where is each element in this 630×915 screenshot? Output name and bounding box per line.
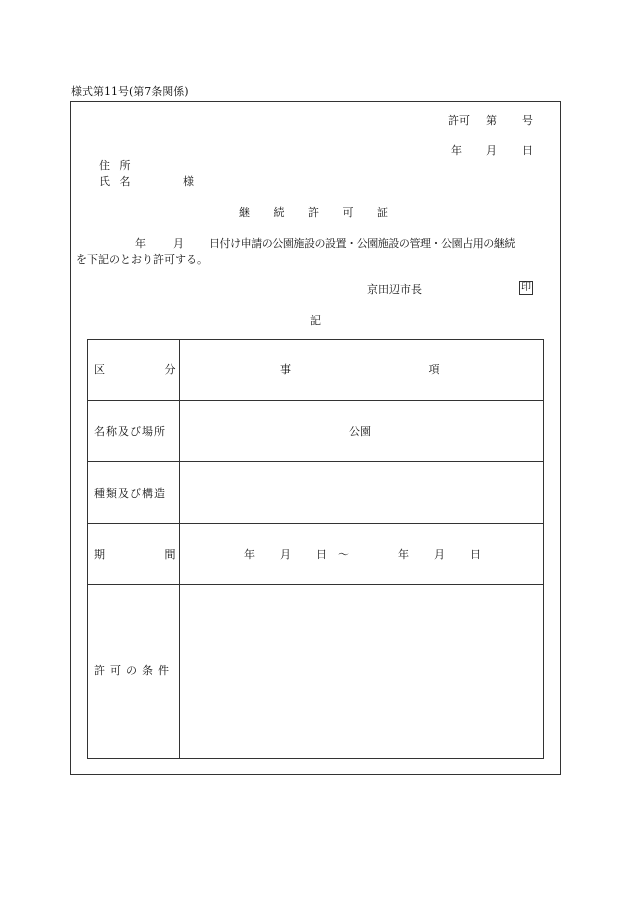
permit-go: 号	[522, 114, 533, 127]
period-tilde: 〜	[338, 548, 349, 561]
table-left-border	[87, 339, 88, 759]
table-bottom-border	[87, 758, 544, 759]
period-end-day: 日	[470, 548, 481, 561]
permit-dai: 第	[486, 114, 497, 127]
body-line1: 日付け申請の公園施設の設置・公園施設の管理・公園占用の継続	[209, 237, 515, 250]
header-value: 事 項	[280, 363, 440, 376]
table-row-divider	[87, 584, 544, 585]
type-structure-label: 種類及び構造	[94, 487, 166, 500]
seal-box	[519, 281, 533, 295]
period-end-month: 月	[434, 548, 445, 561]
name-place-value: 公園	[349, 425, 371, 438]
document-title: 継 続 許 可 証	[239, 206, 388, 219]
issue-month: 月	[486, 144, 497, 157]
ki-label: 記	[310, 314, 321, 327]
body-line2: を下記のとおり許可する。	[76, 253, 208, 266]
table-column-divider	[179, 339, 180, 759]
period-start-day: 日	[316, 548, 327, 561]
period-label: 期 間	[94, 548, 176, 561]
period-start-year: 年	[244, 548, 255, 561]
table-right-border	[543, 339, 544, 759]
table-row-divider	[87, 461, 544, 462]
period-end-year: 年	[398, 548, 409, 561]
period-start-month: 月	[280, 548, 291, 561]
table-top-border	[87, 339, 544, 340]
seal-text: 印	[521, 282, 531, 293]
form-label: 様式第11号(第7条関係)	[71, 85, 189, 98]
body-year: 年	[135, 237, 146, 250]
name-label: 氏 名	[99, 175, 131, 188]
address-label: 住 所	[99, 159, 131, 172]
name-place-label: 名称及び場所	[94, 425, 166, 438]
header-label: 区 分	[94, 363, 176, 376]
issue-year: 年	[451, 144, 462, 157]
issuer-title: 京田辺市長	[367, 283, 422, 296]
table-row-divider	[87, 400, 544, 401]
recipient-honorific: 様	[183, 175, 194, 188]
conditions-label: 許可の条件	[94, 664, 174, 677]
table-row-divider	[87, 523, 544, 524]
permit-prefix: 許可	[448, 114, 470, 127]
issue-day: 日	[522, 144, 533, 157]
body-month: 月	[173, 237, 184, 250]
